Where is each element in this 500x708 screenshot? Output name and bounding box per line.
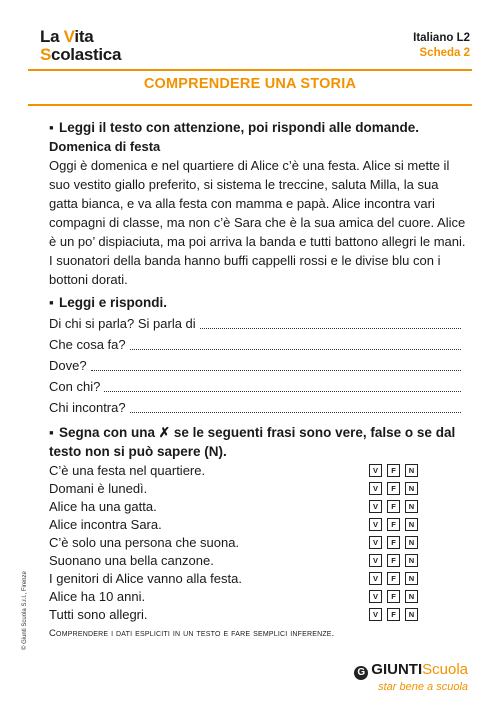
checkbox-n[interactable]: N — [405, 572, 418, 585]
sheet-number: Scheda 2 — [419, 47, 470, 59]
checkbox-f[interactable]: F — [387, 464, 400, 477]
checkbox-f[interactable]: F — [387, 608, 400, 621]
story — [49, 137, 469, 289]
checkbox-v[interactable]: V — [369, 464, 382, 477]
checkbox-n[interactable]: N — [405, 590, 418, 603]
logo-line-1 — [40, 28, 121, 46]
worksheet-content — [49, 118, 469, 623]
statement-text: Suonano una bella canzone. — [49, 552, 214, 568]
magazine-logo — [40, 28, 121, 64]
learning-objective: Comprendere i dati espliciti in un testo e fare semplici inferenze. — [49, 628, 335, 639]
checkbox-v[interactable]: V — [369, 518, 382, 531]
subject-label: Italiano L2 — [413, 32, 470, 44]
instruction-2 — [49, 293, 469, 312]
statement-row — [49, 515, 469, 533]
statement-text: Domani è lunedì. — [49, 480, 148, 496]
story-title: Domenica di festa — [49, 139, 161, 154]
question-text: Chi incontra? — [49, 400, 126, 415]
question-line — [49, 396, 469, 417]
checkbox-f[interactable]: F — [387, 554, 400, 567]
logo-line-2 — [40, 46, 121, 64]
answer-line[interactable] — [104, 390, 461, 392]
question-list — [49, 312, 469, 417]
copyright-notice: © Giunti Scuola S.r.l., Firenze — [22, 571, 28, 650]
checkbox-n[interactable]: N — [405, 608, 418, 621]
checkbox-f[interactable]: F — [387, 590, 400, 603]
title-divider-bottom — [28, 104, 472, 106]
true-false-list — [49, 461, 469, 623]
answer-line[interactable] — [130, 411, 461, 413]
answer-boxes — [369, 464, 418, 477]
answer-boxes — [369, 608, 418, 621]
checkbox-f[interactable]: F — [387, 572, 400, 585]
logo-accent-letter: V — [63, 27, 75, 46]
checkbox-v[interactable]: V — [369, 590, 382, 603]
instruction-text: Leggi il testo con attenzione, poi rispondi alle domande. — [59, 120, 420, 135]
question-line — [49, 375, 469, 396]
answer-boxes — [369, 554, 418, 567]
title-divider-top — [28, 69, 472, 71]
checkbox-v[interactable]: V — [369, 608, 382, 621]
page-title: COMPRENDERE UNA STORIA — [143, 76, 357, 92]
brand-giunti: GIUNTI — [371, 661, 423, 678]
answer-boxes — [369, 590, 418, 603]
sheet-info — [413, 31, 470, 61]
checkbox-v[interactable]: V — [369, 536, 382, 549]
answer-line[interactable] — [91, 369, 461, 371]
question-text: Di chi si parla? Si parla di — [49, 316, 196, 331]
giunti-logo-icon: G — [354, 666, 368, 680]
checkbox-f[interactable]: F — [387, 518, 400, 531]
checkbox-n[interactable]: N — [405, 482, 418, 495]
statement-row — [49, 461, 469, 479]
statement-row — [49, 587, 469, 605]
statement-row — [49, 497, 469, 515]
logo-text: colastica — [51, 45, 122, 64]
statement-text: Alice ha 10 anni. — [49, 588, 146, 604]
statement-row — [49, 551, 469, 569]
statement-text: C’è solo una persona che suona. — [49, 534, 240, 550]
statement-text: Alice ha una gatta. — [49, 498, 157, 514]
answer-boxes — [369, 536, 418, 549]
question-line — [49, 354, 469, 375]
instruction-text: Leggi e rispondi. — [59, 295, 168, 310]
bullet-icon: ▪ — [49, 425, 54, 440]
checkbox-v[interactable]: V — [369, 482, 382, 495]
checkbox-n[interactable]: N — [405, 536, 418, 549]
question-line — [49, 312, 469, 333]
statement-row — [49, 605, 469, 623]
logo-accent-letter: S — [40, 45, 52, 64]
answer-line[interactable] — [200, 327, 461, 329]
bullet-icon: ▪ — [49, 120, 54, 135]
brand-scuola: Scuola — [422, 661, 468, 678]
checkbox-f[interactable]: F — [387, 536, 400, 549]
statement-text: Alice incontra Sara. — [49, 516, 162, 532]
answer-boxes — [369, 518, 418, 531]
checkbox-f[interactable]: F — [387, 500, 400, 513]
checkbox-n[interactable]: N — [405, 500, 418, 513]
statement-row — [49, 479, 469, 497]
logo-text: La — [40, 27, 64, 46]
statement-text: C’è una festa nel quartiere. — [49, 462, 206, 478]
statement-row — [49, 569, 469, 587]
publisher-brand — [354, 661, 468, 693]
answer-boxes — [369, 482, 418, 495]
statement-text: I genitori di Alice vanno alla festa. — [49, 570, 242, 586]
instruction-text: Segna con una ✗ se le seguenti frasi sono vere, false o se dal testo non si può sapere (N). — [49, 425, 456, 459]
checkbox-f[interactable]: F — [387, 482, 400, 495]
instruction-3 — [49, 423, 469, 461]
statement-row — [49, 533, 469, 551]
instruction-1 — [49, 118, 469, 137]
checkbox-v[interactable]: V — [369, 554, 382, 567]
question-text: Dove? — [49, 358, 87, 373]
bullet-icon: ▪ — [49, 295, 54, 310]
answer-line[interactable] — [130, 348, 461, 350]
answer-boxes — [369, 572, 418, 585]
story-text: Oggi è domenica e nel quartiere di Alice c’è una festa. Alice si mette il suo vestito giallo preferito, si sistema le treccine, saluta Milla, la sua gatta bianca, e va alla festa con mamma e papà. Alice incontra vari compagni di classe, ma non c’è Sara che è la sua amica del cuore. Alice è un po’ dispiaciuta, ma poi arriva la banda e tutti battono allegri le mani. I suonatori della banda hanno buffi cappelli rossi e le divise blu con i bottoni dorati. — [49, 158, 466, 287]
question-text: Che cosa fa? — [49, 337, 126, 352]
checkbox-v[interactable]: V — [369, 500, 382, 513]
logo-text: ita — [74, 27, 94, 46]
checkbox-n[interactable]: N — [405, 464, 418, 477]
brand-tagline: star bene a scuola — [378, 681, 468, 693]
checkbox-n[interactable]: N — [405, 518, 418, 531]
brand-name — [354, 661, 468, 680]
question-text: Con chi? — [49, 379, 101, 394]
checkbox-v[interactable]: V — [369, 572, 382, 585]
question-line — [49, 333, 469, 354]
statement-text: Tutti sono allegri. — [49, 606, 148, 622]
checkbox-n[interactable]: N — [405, 554, 418, 567]
answer-boxes — [369, 500, 418, 513]
